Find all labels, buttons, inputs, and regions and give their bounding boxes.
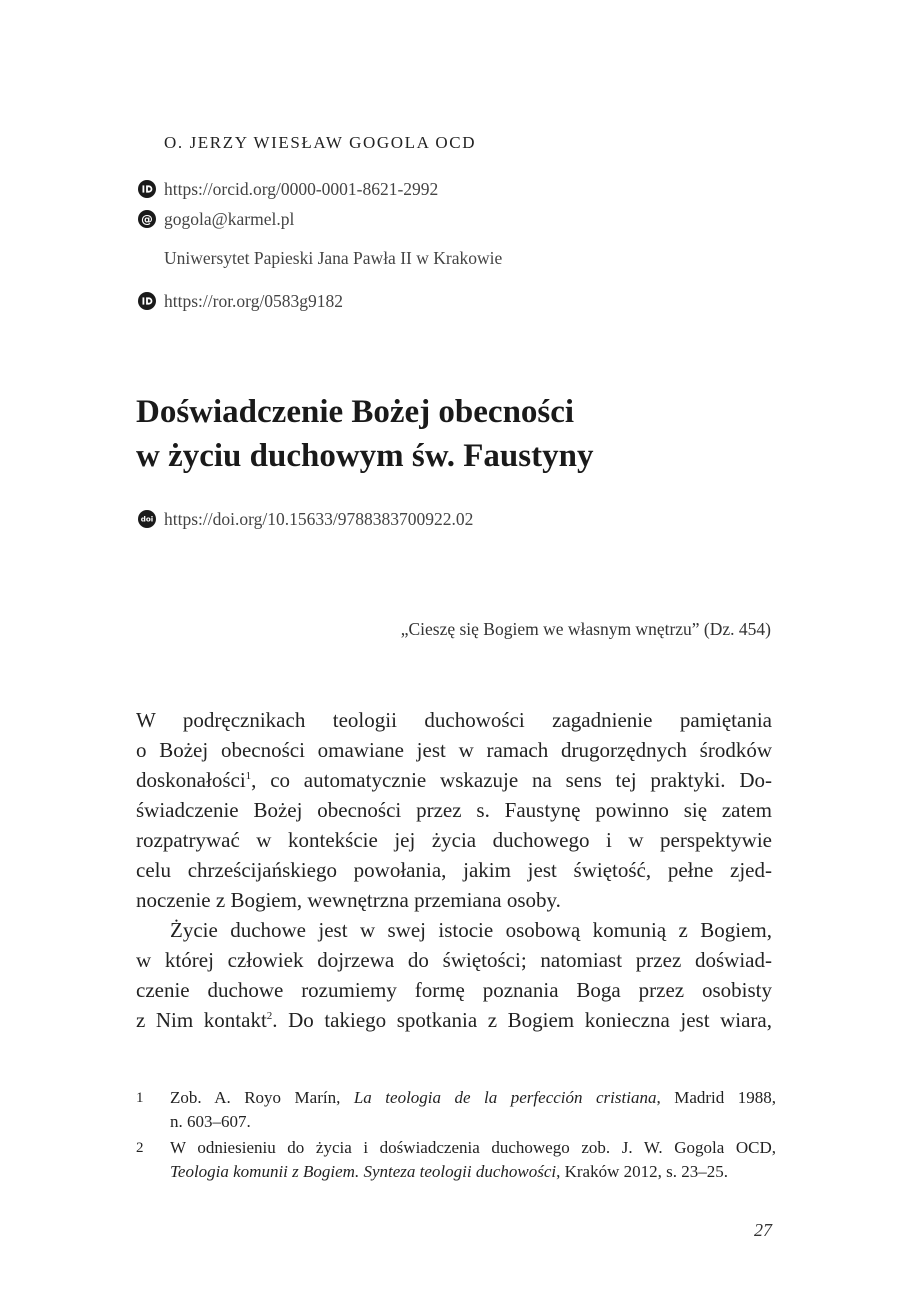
- body-line: rozpatrywać w kontekście jej życia duchowego i w perspektywie: [136, 828, 772, 852]
- footnote-number: 2: [136, 1140, 144, 1156]
- body-line: Życie duchowe jest w swej istocie osobową komunią z Bogiem,: [170, 918, 772, 942]
- orcid-line[interactable]: [138, 177, 438, 201]
- body-text-segment: z Nim kontakt: [136, 1008, 267, 1032]
- footnote-ref-1[interactable]: 1: [245, 770, 252, 782]
- body-text-segment: . Do takiego spotkania z Bogiem konieczna jest wiara,: [272, 1008, 772, 1032]
- body-line: celu chrześcijańskiego powołania, jakim jest świętość, pełne zjed-: [136, 858, 772, 882]
- footnote-text: , Madrid 1988,: [656, 1088, 776, 1107]
- body-line: noczenie z Bogiem, wewnętrzna przemiana osoby.: [136, 888, 561, 912]
- body-text-segment: , co automatycznie wskazuje na sens tej praktyki. Do-: [251, 768, 772, 792]
- body-line: [136, 1005, 772, 1035]
- email-line[interactable]: [138, 207, 294, 231]
- footnote-ref-2[interactable]: 2: [266, 1010, 273, 1022]
- svg-text:@: @: [141, 212, 153, 227]
- body-line: W podręcznikach teologii duchowości zagadnienie pamiętania: [136, 708, 772, 732]
- svg-text:doi: doi: [140, 514, 154, 524]
- cited-title: Teologia komunii z Bogiem. Synteza teologii duchowości: [170, 1162, 557, 1181]
- body-line: [136, 765, 772, 795]
- doi-link[interactable]: https://doi.org/10.15633/9788383700922.02: [164, 508, 474, 529]
- author-name: O. JERZY WIESŁAW GOGOLA OCD: [164, 133, 477, 152]
- at-icon: [138, 210, 156, 228]
- body-text-segment: doskonałości: [136, 768, 246, 792]
- footnote-line: [170, 1086, 776, 1110]
- affiliation: Uniwersytet Papieski Jana Pawła II w Krakowie: [164, 248, 503, 268]
- footnotes: [136, 1086, 776, 1186]
- footnote-number: 1: [136, 1090, 144, 1106]
- body-paragraphs: [136, 705, 772, 1035]
- title-line-2: w życiu duchowym św. Faustyny: [136, 438, 594, 474]
- orcid-icon: [138, 180, 156, 198]
- title-line-1: Doświadczenie Bożej obecności: [136, 394, 575, 430]
- ror-link[interactable]: https://ror.org/0583g9182: [164, 290, 344, 311]
- ror-line[interactable]: [138, 289, 343, 313]
- email-link[interactable]: gogola@karmel.pl: [164, 208, 295, 229]
- article-title: [136, 390, 786, 478]
- footnote-2: [136, 1136, 776, 1184]
- footnote-1: [136, 1086, 776, 1134]
- footnote-text: , Kraków 2012, s. 23–25.: [556, 1162, 728, 1181]
- cited-title: La teologia de la perfección cristiana: [353, 1088, 657, 1107]
- footnote-line: [170, 1160, 776, 1184]
- body-line: w której człowiek dojrzewa do świętości; natomiast przez doświad-: [136, 948, 772, 972]
- doi-line[interactable]: [138, 507, 473, 531]
- footnote-line: n. 603–607.: [170, 1112, 251, 1131]
- footnote-text: Zob. A. Royo Marín,: [170, 1088, 354, 1107]
- orcid-link[interactable]: https://orcid.org/0000-0001-8621-2992: [164, 178, 439, 199]
- page-number: 27: [754, 1220, 772, 1240]
- motto-quote: „Cieszę się Bogiem we własnym wnętrzu” (Dz. 454): [400, 619, 771, 639]
- footnote-line: W odniesieniu do życia i doświadczenia duchowego zob. J. W. Gogola OCD,: [170, 1138, 776, 1157]
- ror-id-icon: [138, 292, 156, 310]
- body-line: czenie duchowe rozumiemy formę poznania Boga przez osobisty: [136, 978, 772, 1002]
- doi-icon: [138, 510, 156, 528]
- body-line: o Bożej obecności omawiane jest w ramach drugorzędnych środków: [136, 738, 772, 762]
- body-line: świadczenie Bożej obecności przez s. Faustynę powinno się zatem: [136, 798, 772, 822]
